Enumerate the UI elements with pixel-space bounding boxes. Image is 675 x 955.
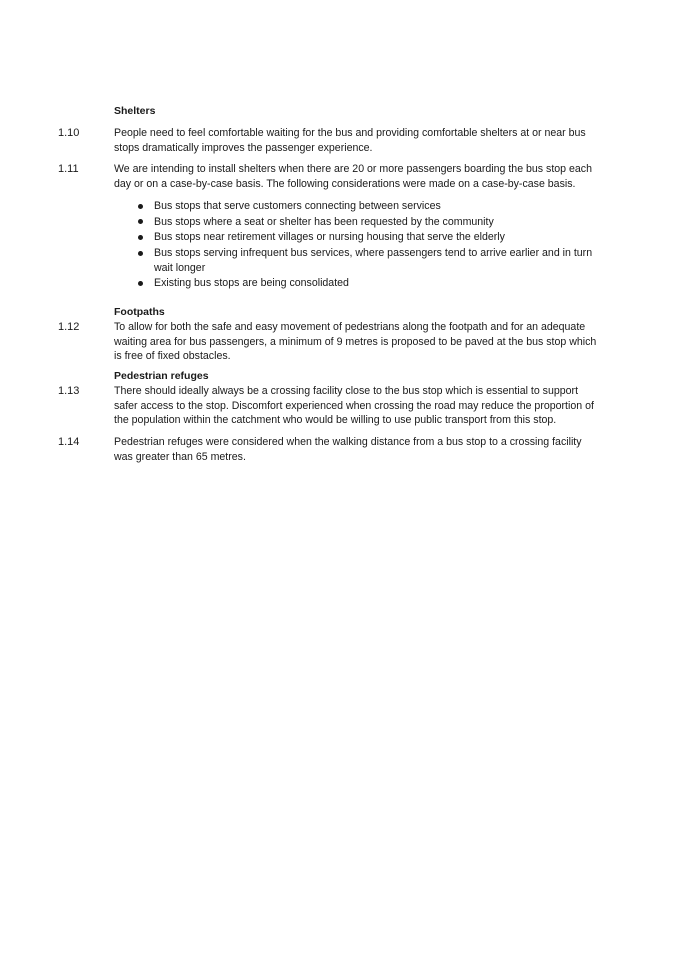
bullet-icon — [138, 219, 143, 224]
bullet-icon — [138, 251, 143, 256]
list-item-text: Bus stops that serve customers connecting between services — [154, 200, 441, 212]
paragraph-1-14: Pedestrian refuges were considered when the walking distance from a bus stop to a crossing facility was greater than 65 metres. — [114, 436, 582, 463]
list-item-text: Existing bus stops are being consolidated — [154, 277, 349, 290]
list-item — [138, 276, 598, 291]
pedestrian-refuges-heading: Pedestrian refuges — [114, 370, 209, 382]
paragraph-1-10: People need to feel comfortable waiting for the bus and providing comfortable shelters at or near bus stops dramatically improves the passenger experience. — [114, 127, 586, 154]
paragraph-1-13: There should ideally always be a crossing facility close to the bus stop which is essential to support safer access to the stop. Discomfort experienced when crossing the road may reduce the proportion of the population within the catchment who would be willing to use public transport from this stop. — [114, 385, 594, 426]
paragraph-number-1-11: 1.11 — [58, 163, 79, 175]
paragraph-number-1-10: 1.10 — [58, 127, 80, 139]
list-item-text: Bus stops serving infrequent bus services, where passengers tend to arrive earlier and in turn wait longer — [154, 247, 593, 274]
paragraph-number-1-12: 1.12 — [58, 321, 80, 333]
list-item — [138, 215, 598, 230]
list-item — [138, 246, 598, 275]
list-item-text: Bus stops where a seat or shelter has been requested by the community — [154, 215, 494, 228]
shelters-heading: Shelters — [114, 105, 156, 117]
bullet-icon — [138, 281, 143, 286]
paragraph-1-11: We are intending to install shelters when there are 20 or more passengers boarding the bus stop each day or on a case-by-case basis. The following considerations were made on a case-by-case basis. — [114, 163, 592, 190]
bullet-icon — [138, 235, 143, 240]
paragraph-1-12: To allow for both the safe and easy movement of pedestrians along the footpath and for an adequate waiting area for bus passengers, a minimum of 9 metres is proposed to be paved at the bus stop which is free of fixed obstacles. — [114, 321, 597, 362]
list-item — [138, 199, 598, 214]
paragraph-number-1-14: 1.14 — [58, 436, 80, 448]
bullet-icon — [138, 204, 143, 209]
footpaths-heading: Footpaths — [114, 306, 165, 318]
list-item — [138, 230, 598, 245]
paragraph-number-1-13: 1.13 — [58, 385, 80, 397]
list-item-text: Bus stops near retirement villages or nursing housing that serve the elderly — [154, 231, 505, 244]
considerations-list — [138, 199, 598, 292]
